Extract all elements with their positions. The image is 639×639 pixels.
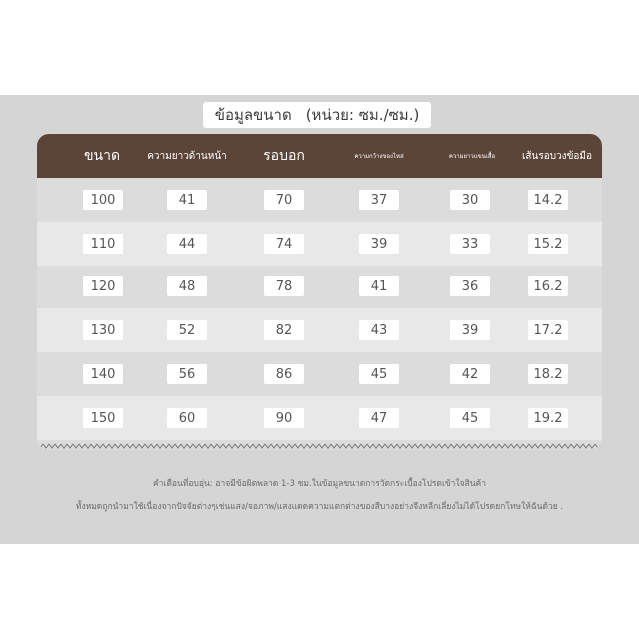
cell-shoulder: 37 (359, 190, 399, 210)
header-chest: รอบอก (263, 148, 305, 164)
size-table (37, 134, 602, 450)
table-header (37, 134, 602, 178)
size-chart-title (203, 102, 431, 128)
title-unit: (หน่วย: ซม./ซม.) (305, 106, 420, 124)
cell-front-length: 41 (167, 190, 207, 210)
cell-wrist: 16.2 (528, 276, 568, 296)
cell-wrist: 19.2 (528, 408, 568, 428)
cell-sleeve: 45 (450, 408, 490, 428)
header-front-length: ความยาวด้านหน้า (147, 150, 227, 162)
cell-chest: 70 (264, 190, 304, 210)
cell-front-length: 52 (167, 320, 207, 340)
cell-sleeve: 30 (450, 190, 490, 210)
cell-size: 120 (83, 276, 123, 296)
cell-size: 150 (83, 408, 123, 428)
cell-size: 140 (83, 364, 123, 384)
table-row (37, 222, 602, 266)
warning-note-line1: คำเตือนที่อบอุ่น: อาจมีข้อผิดพลาด 1-3 ซม.ในข้อมูลขนาดการวัดกระเบื้องโปรดเข้าใจสินค้า (152, 479, 487, 489)
cell-wrist: 14.2 (528, 190, 568, 210)
cell-shoulder: 43 (359, 320, 399, 340)
cell-chest: 86 (264, 364, 304, 384)
cell-sleeve: 36 (450, 276, 490, 296)
cell-chest: 90 (264, 408, 304, 428)
cell-shoulder: 39 (359, 234, 399, 254)
cell-sleeve: 42 (450, 364, 490, 384)
table-row (37, 308, 602, 352)
table-row (37, 396, 602, 440)
table-row (37, 352, 602, 396)
cell-size: 110 (83, 234, 123, 254)
table-row (37, 178, 602, 222)
cell-size: 130 (83, 320, 123, 340)
cell-front-length: 60 (167, 408, 207, 428)
cell-wrist: 18.2 (528, 364, 568, 384)
cell-sleeve: 33 (450, 234, 490, 254)
table-body (37, 178, 602, 450)
cell-front-length: 56 (167, 364, 207, 384)
cell-wrist: 15.2 (528, 234, 568, 254)
cell-chest: 74 (264, 234, 304, 254)
table-row (37, 264, 602, 308)
cell-shoulder: 45 (359, 364, 399, 384)
header-shoulder: ความกว้างของไหล่ (354, 153, 404, 160)
zigzag-border-decoration (37, 442, 602, 450)
cell-chest: 82 (264, 320, 304, 340)
cell-wrist: 17.2 (528, 320, 568, 340)
cell-chest: 78 (264, 276, 304, 296)
cell-front-length: 48 (167, 276, 207, 296)
header-wrist: เส้นรอบวงข้อมือ (521, 150, 593, 162)
title-main: ข้อมูลขนาด (214, 106, 292, 124)
header-sleeve: ความยาวแขนเสื้อ (448, 153, 496, 160)
warning-note-line2: ทั้งหมดถูกนำมาใช้เนื่องจากปัจจัยต่างๆเช่นแสง/จอภาพ/แสงแดดความแตกต่างของสีบางอย่างจึงหลีกเลี่ยงไม่ได้โปรดยกโทษให้ฉันด้วย . (75, 502, 564, 512)
cell-shoulder: 41 (359, 276, 399, 296)
cell-shoulder: 47 (359, 408, 399, 428)
header-size: ขนาด (83, 148, 121, 164)
cell-size: 100 (83, 190, 123, 210)
cell-front-length: 44 (167, 234, 207, 254)
cell-sleeve: 39 (450, 320, 490, 340)
